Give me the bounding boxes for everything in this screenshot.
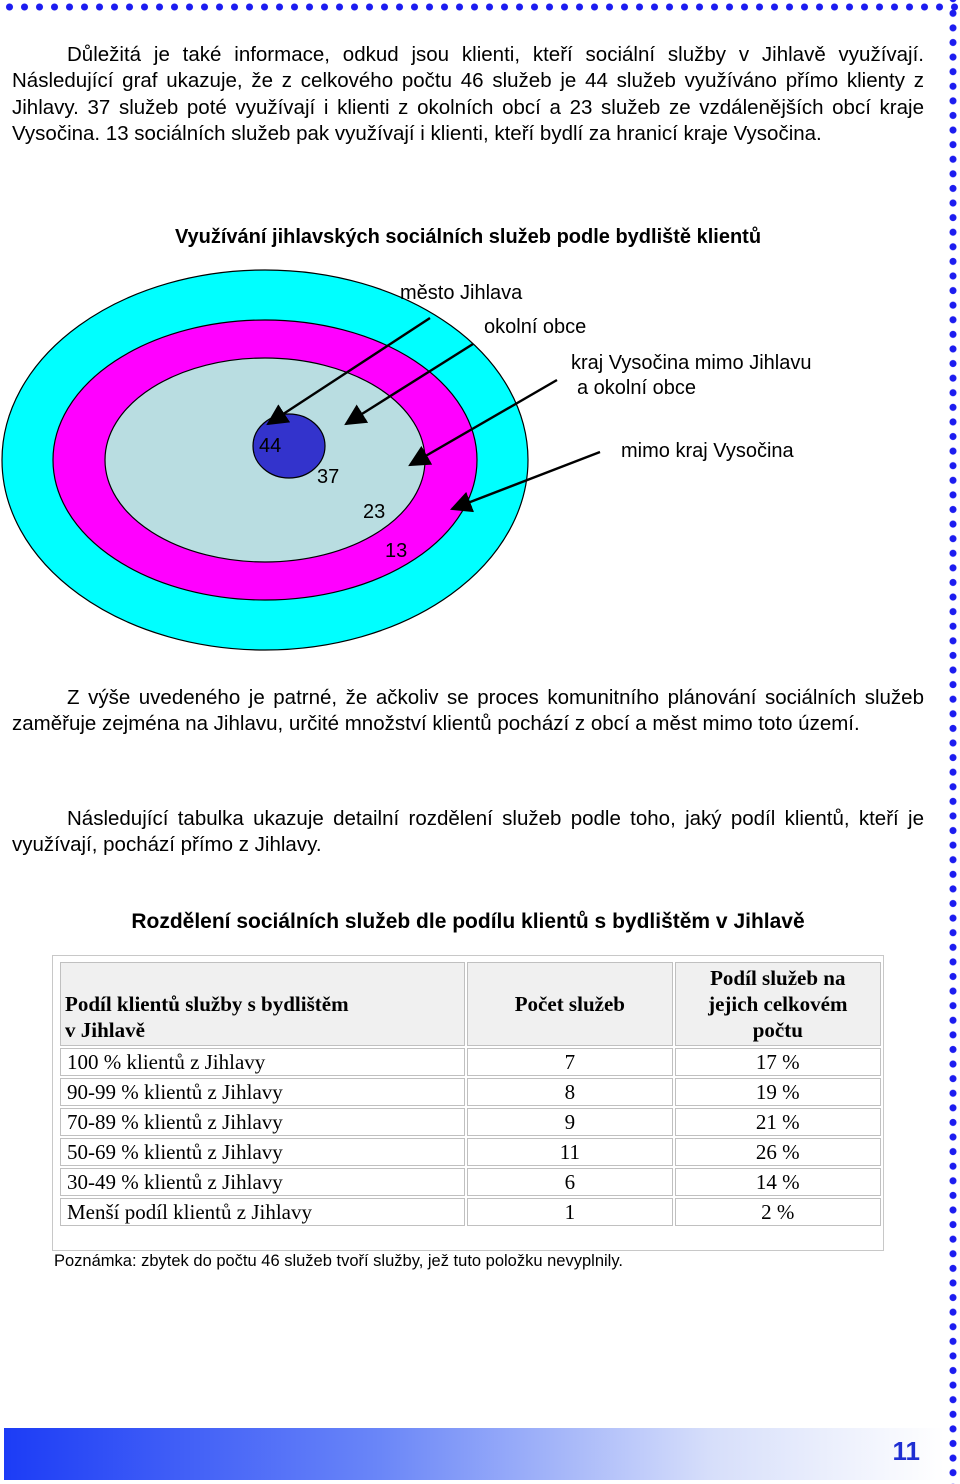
footer-gradient-bar — [4, 1428, 944, 1480]
header-count: Počet služeb — [467, 962, 673, 1046]
value-jihlava: 44 — [259, 435, 282, 457]
conclusion-paragraph: Z výše uvedeného je patrné, že ačkoliv se proces komunitního plánování sociálních služeb zaměřuje zejména na Jihlavu, určité množství klientů pochází z obcí a měst mimo toto území. — [12, 686, 924, 736]
table-header-row — [60, 962, 881, 1046]
table-intro-paragraph: Následující tabulka ukazuje detailní rozdělení služeb podle toho, jaký podíl klientů, kteří je využívají, pochází přímo z Jihlavy. — [12, 807, 924, 857]
label-region-line2: a okolní obce — [577, 377, 696, 399]
value-region: 23 — [363, 501, 386, 523]
value-surroundings: 37 — [317, 466, 340, 488]
nested-circles-chart — [0, 0, 940, 680]
table-note: Poznámka: zbytek do počtu 46 služeb tvoří služby, jež tuto položku nevyplnily. — [54, 1252, 623, 1270]
table-title: Rozdělení sociálních služeb dle podílu klientů s bydlištěm v Jihlavě — [131, 910, 805, 933]
distribution-table — [58, 960, 883, 1228]
label-region-line1: kraj Vysočina mimo Jihlavu — [571, 352, 812, 374]
table-row: 90-99 % klientů z Jihlavy 8 19 % — [60, 1078, 881, 1106]
table-frame — [52, 955, 884, 1251]
table-row: 30-49 % klientů z Jihlavy 6 14 % — [60, 1168, 881, 1196]
right-dot-border — [946, 0, 960, 1484]
label-surroundings: okolní obce — [484, 316, 587, 338]
table-row: Menší podíl klientů z Jihlavy 1 2 % — [60, 1198, 881, 1226]
chart-title: Využívání jihlavských sociálních služeb podle bydliště klientů — [174, 226, 762, 248]
intro-paragraph: Důležitá je také informace, odkud jsou klienti, kteří sociální služby v Jihlavě využívají. Následující graf ukazuje, že z celkového počtu 46 služeb je 44 služeb využíváno přímo klienty z Jihlavy. 37 služeb poté využívají i klienti z okolních obcí a 23 služeb ze vzdálenějších obcí kraje Vysočina. 13 sociálních služeb pak využívají i klienti, kteří bydlí za hranicí kraje Vysočina. — [12, 43, 924, 145]
value-outside-region: 13 — [385, 540, 408, 562]
header-percent: Podíl služeb na jejich celkovém počtu — [675, 962, 881, 1046]
table-row: 100 % klientů z Jihlavy 7 17 % — [60, 1048, 881, 1076]
table-row: 50-69 % klientů z Jihlavy 11 26 % — [60, 1138, 881, 1166]
table-row: 70-89 % klientů z Jihlavy 9 21 % — [60, 1108, 881, 1136]
page-number: 11 — [892, 1436, 920, 1466]
label-outside-region: mimo kraj Vysočina — [621, 440, 794, 462]
header-share: Podíl klientů služby s bydlištěm v Jihlavě — [60, 962, 465, 1046]
label-jihlava: město Jihlava — [400, 282, 523, 304]
